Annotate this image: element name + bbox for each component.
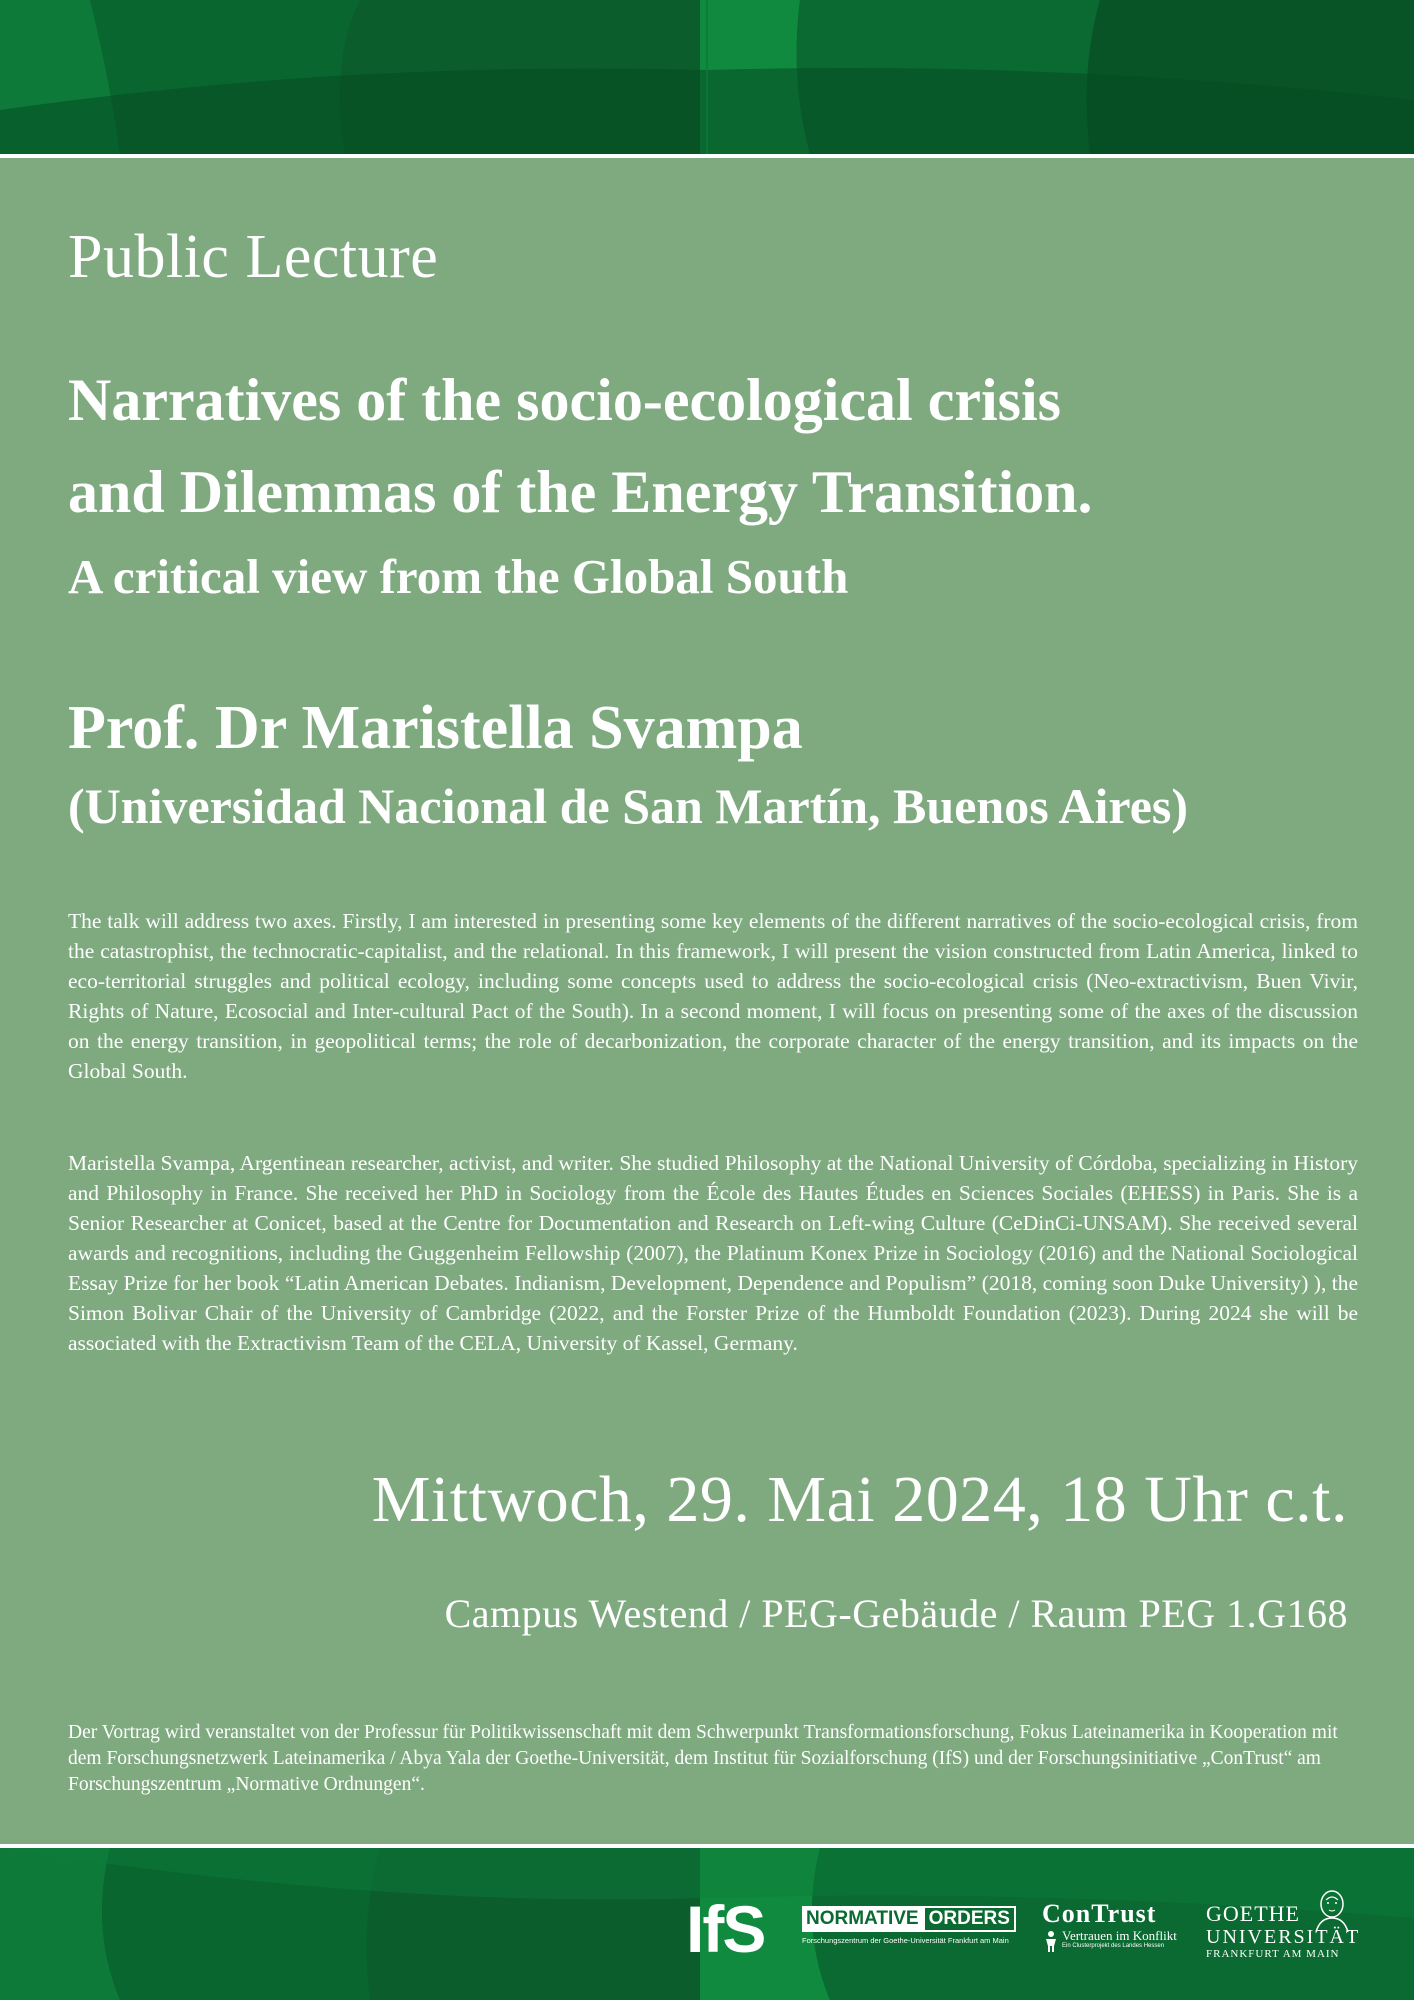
contrust-logo (1042, 1900, 1182, 1949)
lecture-subtitle: A critical view from the Global South (68, 549, 849, 604)
lecture-title-line-2: and Dilemmas of the Energy Transition. (68, 459, 1093, 525)
top-decorative-band (0, 0, 1414, 154)
normative-orders-logo (802, 1906, 1016, 1945)
goethe-portrait-icon (1312, 1888, 1352, 1932)
contrust-logo-name: ConTrust (1042, 1899, 1157, 1928)
goethe-university-logo (1206, 1888, 1361, 1961)
normative-orders-logo-text-b: ORDERS (923, 1906, 1016, 1932)
lecture-abstract: The talk will address two axes. Firstly, I am interested in presenting some key elements of the different narratives of the socio-ecological crisis, from the catastrophist, the technocratic-capitalist, and the relational. In this framework, I will present the vision constructed from Latin America, linked to eco-territorial struggles and political ecology, including some concepts used to address the socio-ecological crisis (Neo-extractivism, Buen Vivir, Rights of Nature, Ecosocial and Inter-cultural Pact of the South). In a second moment, I will focus on presenting some of the axes of the discussion on the energy transition, in geopolitical terms; the role of decarbonization, the corporate character of the energy transition, and its impacts on the Global South. (68, 909, 1358, 1083)
normative-orders-logo-subtitle: Forschungszentrum der Goethe-Universität Frankfurt am Main (802, 1936, 1009, 1945)
top-divider (0, 154, 1414, 158)
event-location: Campus Westend / PEG-Gebäude / Raum PEG 1.G168 (444, 1591, 1348, 1636)
speaker-name: Prof. Dr Maristella Svampa (68, 694, 803, 762)
speaker-bio: Maristella Svampa, Argentinean researcher, activist, and writer. She studied Philosophy at the National University of Córdoba, specializing in History and Philosophy in France. She received her PhD in Sociology from the École des Hautes Études en Sciences Sociales (EHESS) in Paris. She is a Senior Researcher at Conicet, based at the Centre for Documentation and Research on Left-wing Culture (CeDinCi-UNSAM). She received several awards and recognitions, including the Guggenheim Fellowship (2007), the Platinum Konex Prize in Sociology (2016) and the National Sociological Essay Prize for her book “Latin American Debates. Indianism, Development, Dependence and Populism” (2018, coming soon Duke University) ), the Simon Bolivar Chair of the University of Cambridge (2022, and the Forster Prize of the Humboldt Foundation (2023). During 2024 she will be associated with the Extractivism Team of the CELA, University of Kassel, Germany. (68, 1151, 1358, 1355)
event-type-heading: Public Lecture (68, 223, 439, 291)
lecture-title-line-1: Narratives of the socio-ecological crisis (68, 367, 1062, 433)
goethe-logo-university: UNIVERSITÄT (1206, 1926, 1361, 1948)
goethe-logo-city: FRANKFURT AM MAIN (1206, 1948, 1340, 1960)
contrust-figure-icon (1044, 1930, 1058, 1952)
goethe-logo-name: GOETHE (1206, 1901, 1300, 1926)
event-date: Mittwoch, 29. Mai 2024, 18 Uhr c.t. (371, 1463, 1348, 1536)
organizers-note: Der Vortrag wird veranstaltet von der Professur für Politikwissenschaft mit dem Schwerpunkt Transformationsforschung, Fokus Lateinamerika in Kooperation mit dem Forschungsnetzwerk Lateinamerika / Abya Yala der Goethe-Universität, dem Institut für Sozialforschung (IfS) und der Forschungsinitiative „ConTrust“ am Forschungszentrum „Normative Ordnungen“. (68, 1722, 1338, 1795)
speaker-affiliation: (Universidad Nacional de San Martín, Buenos Aires) (68, 778, 1188, 834)
ifs-logo: IfS (686, 1892, 765, 1966)
normative-orders-logo-text-a: NORMATIVE (802, 1906, 923, 1932)
contrust-logo-subtitle: Vertrauen im Konflikt (1062, 1928, 1177, 1943)
contrust-logo-note: Ein Clusterprojekt des Landes Hessen (1062, 1943, 1165, 1949)
